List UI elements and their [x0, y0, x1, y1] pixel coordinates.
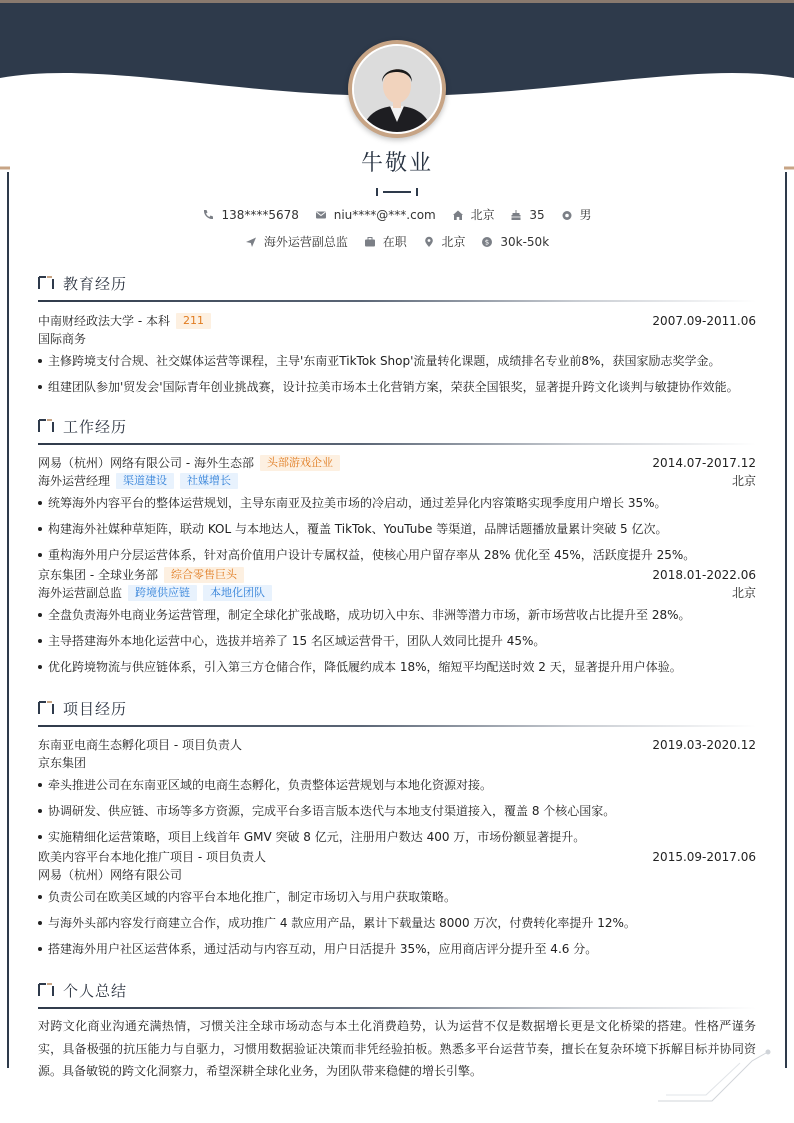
send-icon — [245, 236, 257, 248]
project-line: 欧美内容平台本地化推广项目 - 项目负责人 — [38, 850, 266, 864]
list-item: 搭建海外用户社区运营体系，通过活动与内容互动，用户日活提升 35%，应用商店评分提升至 4.6 分。 — [38, 940, 756, 958]
list-item: 负责公司在欧美区域的内容平台本地化推广，制定市场切入与用户获取策略。 — [38, 888, 756, 906]
project-date: 2015.09-2017.06 — [652, 850, 756, 864]
contact-info-row — [0, 206, 794, 224]
education-entry-header — [38, 312, 756, 330]
role: 海外运营经理 — [38, 474, 111, 488]
education-header — [38, 270, 756, 296]
gender-icon — [561, 209, 573, 221]
list-item: 构建海外社媒种草矩阵，联动 KOL 与本地达人，覆盖 TikTok、YouTube 等渠道，品牌话题播放量累计突破 5 亿次。 — [38, 520, 756, 538]
section-divider — [38, 1007, 756, 1009]
work-city: 北京 — [731, 474, 756, 488]
role-tag: 社媒增长 — [180, 473, 238, 489]
project-date: 2019.03-2020.12 — [652, 738, 756, 752]
left-border-line — [0, 168, 10, 1068]
list-item: 优化跨境物流与供应链体系，引入第三方仓储合作，降低履约成本 18%，缩短平均配送时效 2 天，显著提升用户体验。 — [38, 658, 756, 676]
list-item: 牵头推进公司在东南亚区域的电商生态孵化，负责整体运营规划与本地化资源对接。 — [38, 776, 756, 794]
project-line: 东南亚电商生态孵化项目 - 项目负责人 — [38, 738, 242, 752]
work-entry-header — [38, 566, 756, 584]
age-item: 35 — [510, 208, 544, 222]
section-title: 教育经历 — [63, 274, 128, 293]
corner-line-decoration — [656, 1049, 776, 1105]
company-line: 京东集团 - 全球业务部 — [38, 568, 158, 582]
projects-header — [38, 695, 756, 721]
work-bullets — [38, 494, 756, 564]
role-tag: 本地化团队 — [203, 585, 272, 601]
work-date: 2018.01-2022.06 — [652, 568, 756, 582]
list-item: 重构海外用户分层运营体系，针对高价值用户设计专属权益，使核心用户留存率从 28% 优化至 45%，活跃度提升 25%。 — [38, 546, 756, 564]
work-entry-header — [38, 454, 756, 472]
role-tag: 渠道建设 — [116, 473, 174, 489]
section-divider — [38, 725, 756, 727]
email-item: niu****@***.com — [315, 208, 436, 222]
avatar — [348, 40, 446, 138]
avatar-photo — [352, 44, 442, 134]
role-tag: 跨境供应链 — [128, 585, 197, 601]
list-item: 组建团队参加'贸发会'国际青年创业挑战赛，设计拉美市场本土化营销方案，荣获全国银奖，显著提升跨文化谈判与敏捷协作效能。 — [38, 378, 756, 396]
svg-text:$: $ — [485, 238, 490, 247]
section-title: 工作经历 — [63, 417, 128, 436]
status-item: 在职 — [364, 233, 407, 250]
education-bullets — [38, 352, 756, 396]
work-role-line — [38, 584, 756, 602]
work-section — [38, 413, 756, 680]
school-line: 中南财经政法大学 - 本科 — [38, 314, 170, 328]
work-date: 2014.07-2017.12 — [652, 456, 756, 470]
cake-icon — [510, 209, 522, 221]
project-org: 网易（杭州）网络有限公司 — [38, 868, 183, 882]
project-bullets — [38, 776, 756, 846]
work-header — [38, 413, 756, 439]
position-item: 海外运营副总监 — [245, 233, 348, 250]
project-org: 京东集团 — [38, 756, 87, 770]
list-item: 与海外头部内容发行商建立合作，成功推广 4 款应用产品，累计下载量达 8000 万次，付费转化率提升 12%。 — [38, 914, 756, 932]
briefcase-icon — [364, 236, 376, 248]
city-item: 北京 — [452, 206, 495, 223]
projects-section — [38, 695, 756, 962]
list-item: 实施精细化运营策略，项目上线首年 GMV 突破 8 亿元，注册用户数达 400 万，市场份额显著提升。 — [38, 828, 756, 846]
candidate-name: 牛敬业 — [360, 151, 433, 176]
section-divider — [38, 300, 756, 302]
name-underline-decoration — [376, 182, 418, 192]
section-bracket-icon — [38, 701, 55, 715]
email-icon — [315, 209, 327, 221]
home-icon — [452, 209, 464, 221]
company-line: 网易（杭州）网络有限公司 - 海外生态部 — [38, 456, 254, 470]
list-item: 主导搭建海外本地化运营中心，选拔并培养了 15 名区域运营骨干，团队人效同比提升 45%。 — [38, 632, 756, 650]
job-intent-row — [0, 233, 794, 251]
salary-item: $ 30k-50k — [481, 235, 549, 249]
location-pin-icon — [423, 236, 435, 248]
work-city: 北京 — [731, 586, 756, 600]
section-title: 个人总结 — [63, 981, 128, 1000]
summary-text: 对跨文化商业沟通充满热情，习惯关注全球市场动态与本土化消费趋势，认为运营不仅是数据增长更是文化桥梁的搭建。性格严谨务实，具备极强的抗压能力与自驱力，习惯用数据验证决策而非凭经验拍板。熟悉多平台运营节奏，擅长在复杂环境下拆解目标并协同资源。具备敏锐的跨文化洞察力，希望深耕全球化业务，为团队带来稳健的增长引擎。 — [38, 1019, 756, 1078]
list-item: 主修跨境支付合规、社交媒体运营等课程，主导'东南亚TikTok Shop'流量转化课题，成绩排名专业前8%，获国家励志奖学金。 — [38, 352, 756, 370]
phone-icon — [202, 209, 214, 221]
education-section — [38, 270, 756, 400]
company-tag: 头部游戏企业 — [260, 455, 340, 471]
phone-item: 138****5678 — [202, 208, 298, 222]
project-entry-header — [38, 848, 756, 866]
project-bullets — [38, 888, 756, 958]
section-bracket-icon — [38, 419, 55, 433]
right-border-line — [784, 168, 794, 1068]
money-icon — [481, 236, 493, 248]
section-title: 项目经历 — [63, 699, 128, 718]
work-bullets — [38, 606, 756, 676]
company-tag: 综合零售巨头 — [164, 567, 244, 583]
role: 海外运营副总监 — [38, 586, 123, 600]
list-item: 统筹海外内容平台的整体运营规划，主导东南亚及拉美市场的冷启动，通过差异化内容策略实现季度用户增长 35%。 — [38, 494, 756, 512]
intent-city-item: 北京 — [423, 233, 466, 250]
list-item: 全盘负责海外电商业务运营管理，制定全球化扩张战略，成功切入中东、非洲等潜力市场，新市场营收占比提升至 28%。 — [38, 606, 756, 624]
summary-header — [38, 977, 756, 1003]
project-entry-header — [38, 736, 756, 754]
list-item: 协调研发、供应链、市场等多方资源，完成平台多语言版本迭代与本地支付渠道接入，覆盖 8 个核心国家。 — [38, 802, 756, 820]
section-bracket-icon — [38, 983, 55, 997]
section-bracket-icon — [38, 276, 55, 290]
work-role-line — [38, 472, 756, 490]
major: 国际商务 — [38, 332, 87, 346]
summary-section — [38, 977, 756, 1083]
education-date: 2007.09-2011.06 — [652, 314, 756, 328]
school-tag: 211 — [176, 313, 211, 329]
gender-item: 男 — [561, 206, 592, 223]
section-divider — [38, 443, 756, 445]
